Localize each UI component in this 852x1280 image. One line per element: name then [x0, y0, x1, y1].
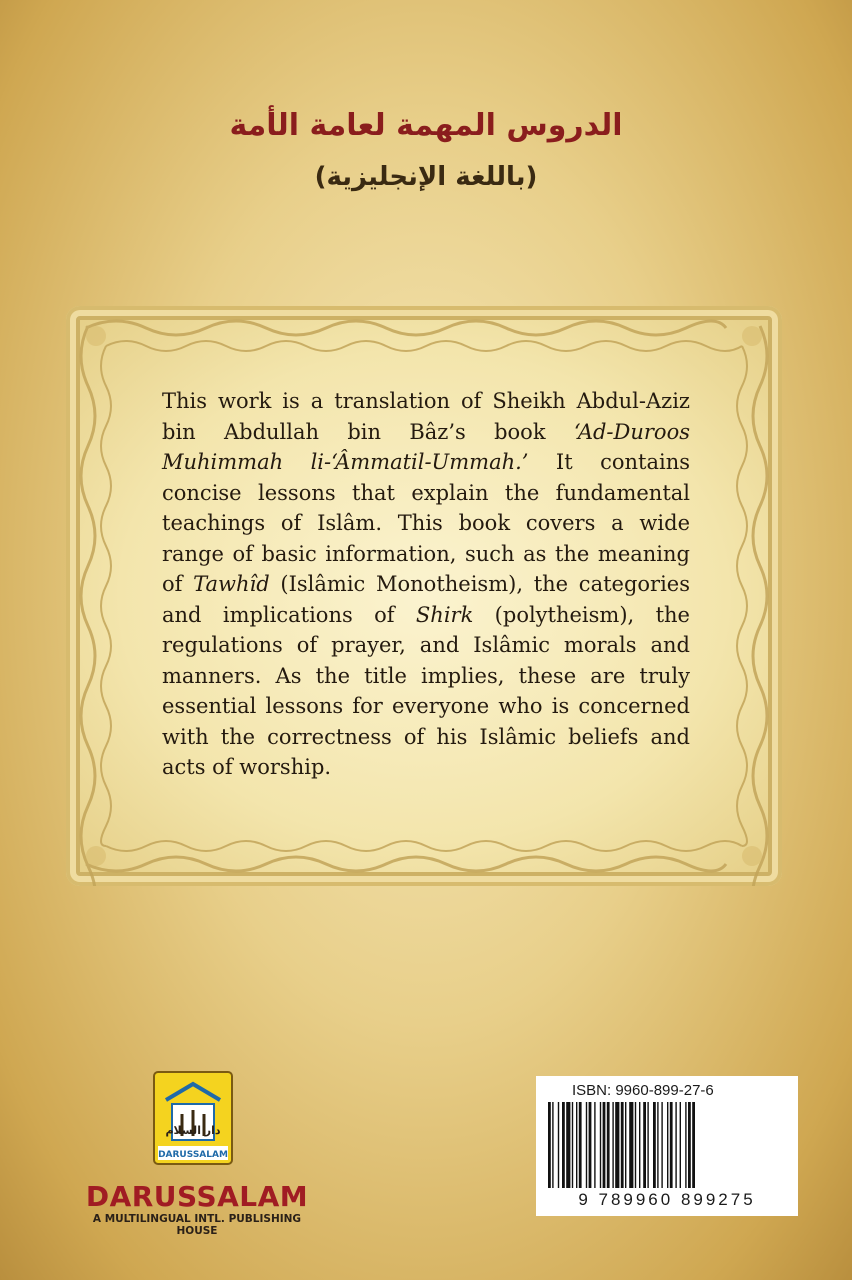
barcode-bar: [579, 1102, 582, 1188]
text-segment: It contains concise lessons that explain the fundamental teachings of Islâm. This book covers a wide range of basic information, such as the meaning of: [162, 450, 690, 596]
logo-latin-text: DARUSSALAM: [158, 1150, 228, 1160]
publisher-name: DARUSSALAM: [85, 1180, 309, 1213]
italic-title-segment: Tawhîd: [193, 572, 270, 596]
darussalam-logo: [152, 1070, 234, 1166]
barcode-bar: [558, 1102, 559, 1188]
barcode-bar: [667, 1102, 668, 1188]
barcode-bar: [548, 1102, 551, 1188]
publisher-tagline: A MULTILINGUAL INTL. PUBLISHING HOUSE: [92, 1213, 302, 1237]
barcode-bar: [635, 1102, 636, 1188]
barcode-panel: [536, 1076, 798, 1216]
arabic-title: الدروس المهمة لعامة الأمة: [229, 108, 623, 143]
barcode-bar: [576, 1102, 577, 1188]
text-segment: (Islâmic Monotheism), the categories and implications of: [162, 572, 690, 627]
arabic-subtitle: (باللغة الإنجليزية): [314, 162, 538, 192]
barcode-bar: [688, 1102, 691, 1188]
barcode-bar: [661, 1102, 662, 1188]
logo-arabic-text: دار السلام: [165, 1124, 221, 1137]
barcode-bar: [603, 1102, 606, 1188]
description-text: [162, 386, 690, 783]
barcode-bar: [552, 1102, 553, 1188]
barcode-bar: [692, 1102, 695, 1188]
barcode-bar: [653, 1102, 656, 1188]
barcode-digits: 9 789960 899275: [578, 1190, 756, 1209]
barcode-bar: [675, 1102, 676, 1188]
barcode-bar: [680, 1102, 681, 1188]
barcode-bar: [600, 1102, 601, 1188]
italic-title-segment: ‘Ad-Duroos Muhimmah li-‘Âmmatil-Ummah.’: [162, 419, 690, 474]
barcode-bar: [670, 1102, 673, 1188]
barcode-bar: [615, 1102, 619, 1188]
italic-title-segment: Shirk: [415, 602, 474, 627]
barcode-bar: [621, 1102, 624, 1188]
text-segment: This work is a translation of Sheikh Abdul-Aziz bin Abdullah bin Bâz’s book: [162, 389, 690, 444]
isbn-label: ISBN: 9960-899-27-6: [572, 1082, 714, 1099]
barcode-bar: [647, 1102, 648, 1188]
barcode-bar: [572, 1102, 573, 1188]
barcode-bar: [566, 1102, 570, 1188]
barcode-bar: [562, 1102, 565, 1188]
barcode-bar: [643, 1102, 646, 1188]
barcode-bar: [594, 1102, 595, 1188]
barcode-bar: [586, 1102, 587, 1188]
barcode-bar: [685, 1102, 686, 1188]
barcode-bar: [629, 1102, 633, 1188]
barcode-bar: [625, 1102, 626, 1188]
barcode-bar: [612, 1102, 613, 1188]
barcode-bar: [589, 1102, 592, 1188]
text-segment: (polytheism), the regulations of prayer, and Islâmic morals and manners. As the title implies, these are truly essential lessons for everyone who is concerned with the correctness of his Islâmic beliefs and acts of worship.: [162, 602, 690, 779]
barcode-bars: [548, 1102, 786, 1188]
barcode-bar: [607, 1102, 610, 1188]
barcode-bar: [657, 1102, 658, 1188]
barcode-bar: [639, 1102, 640, 1188]
